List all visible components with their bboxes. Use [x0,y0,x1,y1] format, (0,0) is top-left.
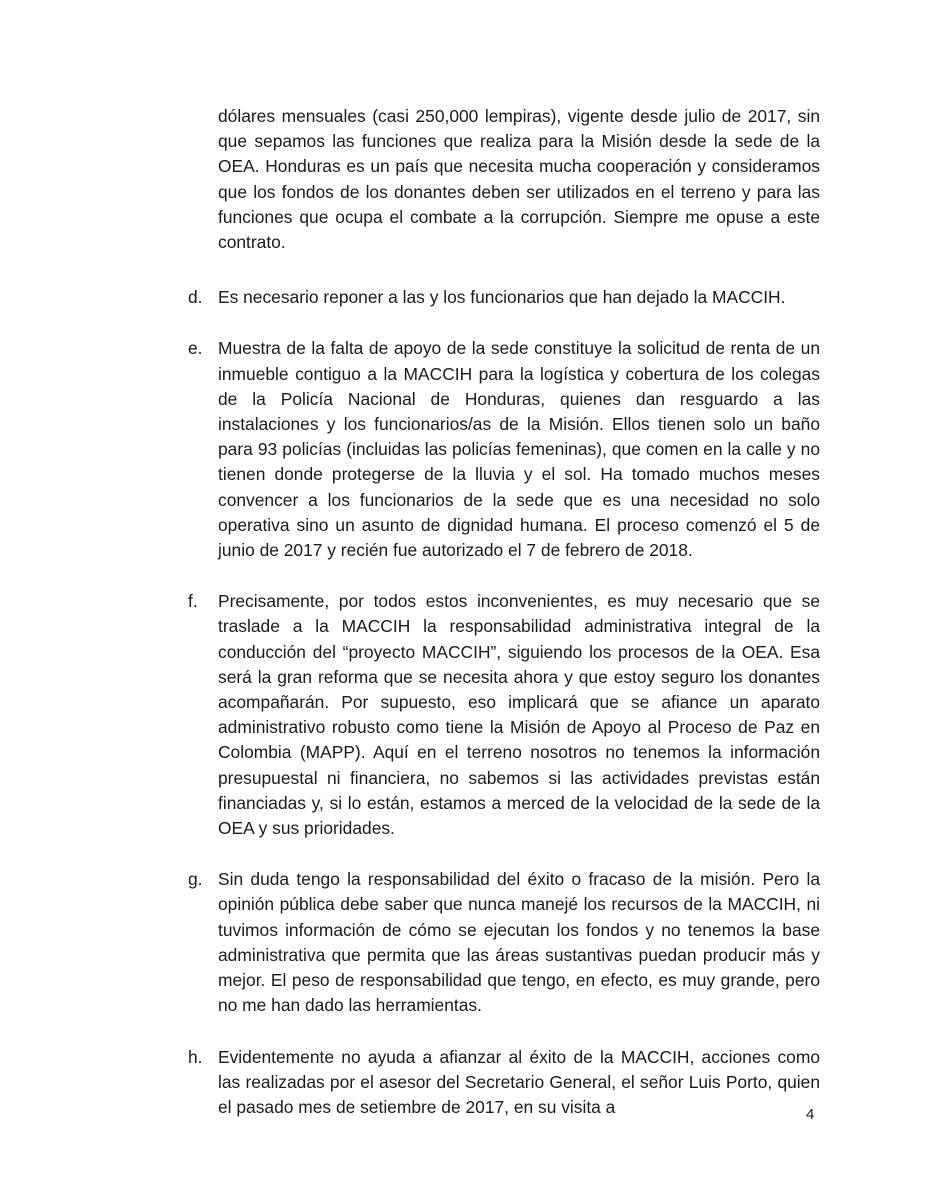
list-item-text: Es necesario reponer a las y los funcionarios que han dejado la MACCIH. [218,287,786,308]
list-item-d [188,285,820,310]
list-marker: d. [188,287,203,308]
list-item-text: Muestra de la falta de apoyo de la sede constituye la solicitud de renta de un inmueble contiguo a la MACCIH para la logística y cobertura de los colegas de la Policía Nacional de Honduras, quienes dan resguardo a las instalaciones y los funcionarios/as de la Misión. Ellos tienen solo un baño para 93 policías (incluidas las policías femeninas), que comen en la calle y no tienen donde protegerse de la lluvia y el sol. Ha tomado muchos meses convencer a los funcionarios de la sede que es una necesidad no solo operativa sino un asunto de dignidad humana. El proceso comenzó el 5 de junio de 2017 y recién fue autorizado el 7 de febrero de 2018. [218,338,820,561]
list-marker: g. [188,869,203,890]
list-marker: e. [188,338,203,359]
document-body [188,104,820,1146]
list-marker: f. [188,591,198,612]
list-marker: h. [188,1046,203,1067]
list-item-text: Precisamente, por todos estos inconvenientes, es muy necesario que se traslade a la MACCIH la responsabilidad administrativa integral de la conducción del “proyecto MACCIH”, siguiendo los procesos de la OEA. Esa será la gran reforma que se necesita ahora y que estoy seguro los donantes acompañarán. Por supuesto, eso implicará que se afiance un aparato administrativo robusto como tiene la Misión de Apoyo al Proceso de Paz en Colombia (MAPP). Aquí en el terreno nosotros no tenemos la información presupuestal ni financiera, no sabemos si las actividades previstas están financiadas y, si lo están, estamos a merced de la velocidad de la sede de la OEA y sus prioridades. [218,591,820,839]
list-item-g [188,867,820,1018]
continuation-paragraph: dólares mensuales (casi 250,000 lempiras), vigente desde julio de 2017, sin que sepamos las funciones que realiza para la Misión desde la sede de la OEA. Honduras es un país que necesita mucha cooperación y consideramos que los fondos de los donantes deben ser utilizados en el terreno y para las funciones que ocupa el combate a la corrupción. Siempre me opuse a este contrato. [218,106,820,253]
list-item-text: Sin duda tengo la responsabilidad del éxito o fracaso de la misión. Pero la opinión pública debe saber que nunca manejé los recursos de la MACCIH, ni tuvimos información de cómo se ejecutan los fondos y no tenemos la base administrativa que permita que las áreas sustantivas puedan producir más y mejor. El peso de responsabilidad que tengo, en efecto, es muy grande, pero no me han dado las herramientas. [218,869,820,1016]
list-item-h [188,1045,820,1121]
list-item-e [188,336,820,563]
page-number: 4 [806,1106,815,1123]
list-item-f [188,589,820,841]
list-item-text: Evidentemente no ayuda a afianzar al éxito de la MACCIH, acciones como las realizadas por el asesor del Secretario General, el señor Luis Porto, quien el pasado mes de setiembre de 2017, en su visita a [218,1046,820,1117]
